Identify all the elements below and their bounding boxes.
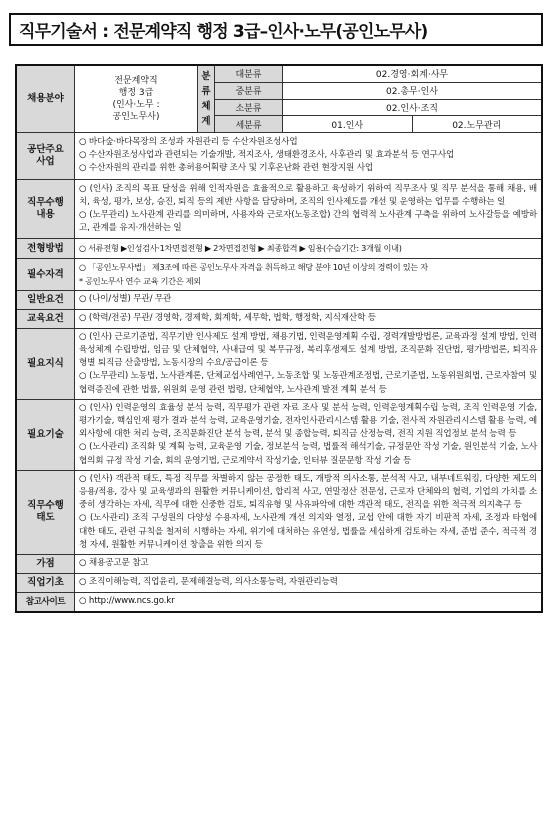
content-skills (75, 400, 541, 470)
row-qualification (17, 259, 541, 290)
text-line: ○ (인사) 조직의 목표 달성을 위해 인적자원을 효율적으로 활용하고 육성하기 위하여 직무조사 및 직무 분석을 통해 채용, 배치, 육성, 평가, 보상, 승진, 퇴직 등의 제반 사항을 담당하며, 조직의 인사제도를 개선 및 운영하는 업무를 수행하는 일 (79, 183, 537, 207)
label-general-req: 일반요건 (17, 291, 75, 309)
content-main-business (75, 133, 541, 179)
class-value: 01.인사 (283, 116, 413, 132)
label-classification: 채용분야 (17, 66, 75, 132)
content-duties (75, 180, 541, 239)
page-title: 직무기술서 : 전문계약직 행정 3급–인사·노무(공인노무사) (9, 13, 543, 46)
label-reference: 참고사이트 (17, 593, 75, 611)
class-label: 소분류 (215, 100, 283, 116)
label-duties: 직무수행 내용 (17, 180, 75, 239)
label-extra-points: 가점 (17, 555, 75, 573)
content-attitude (75, 471, 541, 554)
row-process (17, 239, 541, 259)
row-education (17, 310, 541, 329)
class-row-middle (215, 83, 541, 100)
label-skills: 필요기술 (17, 400, 75, 470)
text-line: ○ 「공인노무사법」 제3조에 따른 공인노무사 자격을 취득하고 해당 분야 10년 이상의 경력이 있는 자 (79, 262, 428, 273)
row-basic-skills (17, 574, 541, 593)
job-description-table (15, 64, 543, 613)
content-knowledge (75, 329, 541, 399)
content-education: ○ (학력/전공) 무관/ 경영학, 경제학, 회계학, 세무학, 법학, 행정학, 지식재산학 등 (79, 313, 376, 324)
text-line: ○ (인사) 인력운영의 효율성 분석 능력, 직무평가 관련 자료 조사 및 분석 능력, 인력운영계획수립 능력, 조직 인력운영 기술, 평가기술, 핵심인재 평가 결과 분석 능력, 교육운영기술, 전자인사관리시스템 활용 기술, 전사적 자원관리시스템 활용 능력, 예외사항에 대한 처리 능력, 조직문화진단 분석 능력, 분석 및 종합능력, 퇴직금 산정능력, 전직 지원 직업정보 분석 능력 등 (79, 402, 537, 440)
class-value: 02.인사·조직 (386, 103, 438, 114)
content-basic-skills: ○ 조직이해능력, 직업윤리, 문제해결능력, 의사소통능력, 자원관리능력 (79, 577, 338, 588)
system-char: 계 (201, 116, 211, 127)
system-char: 분 (201, 71, 211, 82)
text-line: ○ (노무관리) 노사관계 관리를 의미하며, 사용자와 근로자(노동조합) 간의 협력적 노사관계 구축을 위하여 노사갈등을 예방하고, 관계를 유지·개선하는 일 (79, 210, 537, 234)
row-duties (17, 180, 541, 240)
content-extra-points: ○ 채용공고문 참고 (79, 558, 149, 569)
label-attitude: 직무수행 태도 (17, 471, 75, 554)
class-label: 대분류 (215, 66, 283, 82)
class-row-detail (215, 116, 541, 132)
content-general-req: ○ (나이/성별) 무관/ 무관 (79, 294, 172, 305)
label-qualification: 필수자격 (17, 259, 75, 289)
class-value: 02.노무관리 (452, 120, 502, 131)
row-reference (17, 593, 541, 611)
class-label: 중분류 (215, 83, 283, 99)
class-row-minor (215, 100, 541, 117)
text-line: ○ (노무관리) 노동법, 노사관계론, 단체교섭사례연구, 노동조합 및 노동관계조정법, 근로기준법, 노동위원회법, 근로자참여 및 협력증진에 관한 법률, 위원회 운영 관련 법령, 단체협약, 노사관계 발전 계획 분석 등 (79, 371, 537, 395)
row-extra-points (17, 555, 541, 574)
label-main-business: 공단주요 사업 (17, 133, 75, 179)
class-label: 세분류 (215, 116, 283, 132)
text-line: ○ 수산자원의 관리를 위한 총허용어획량 조사 및 기후온난화 관련 현장지원 사업 (79, 163, 374, 174)
system-char: 류 (201, 86, 211, 97)
class-value: 02.경영·회계·사무 (375, 70, 449, 81)
content-process: ○ 서류전형 ▶인성검사·1차면접전형 ▶ 2차면접전형 ▶ 최종합격 ▶ 임용(수습기간: 3개월 이내) (79, 243, 402, 254)
job-name: 전문계약직 행정 3급 (인사·노무 : 공인노무사) (75, 66, 198, 132)
label-basic-skills: 직업기초 (17, 574, 75, 592)
text-line: ○ (노사관리) 조직화 및 계획 능력, 교육운영 기술, 정보분석 능력, 법률적 해석기술, 규정문안 작성 기술, 원인분석 기술, 노사협의회 규정 작성 기술, 회의 운영기법, 근로계약서 작성기술, 인터뷰 질문문항 작성 기술 등 (79, 442, 537, 466)
label-knowledge: 필요지식 (17, 329, 75, 399)
classification-table (215, 66, 541, 132)
row-main-business (17, 133, 541, 180)
content-qualification (75, 259, 541, 289)
content-reference: ○ http://www.ncs.go.kr (79, 596, 175, 607)
row-general-req (17, 291, 541, 310)
label-education: 교육요건 (17, 310, 75, 328)
class-value: 02.총무·인사 (386, 87, 438, 98)
text-line: ○ (인사) 객관적 태도, 특정 직무를 차별하지 않는 공정한 태도, 개방적 의사소통, 분석적 사고, 내부네트워킹, 다양한 제도의 응용/적용, 강사 및 교육생과의 원활한 커뮤니케이션, 합리적 사고, 연말정산 전문성, 근로자 단체와의 협력, 기업의 가치를 소중히 생각하는 자세, 직무에 대한 신중한 검토, 퇴직유형 및 사유파악에 대한 객관적 태도, 전직을 위한 적극적 의지촉구 등 (79, 473, 537, 511)
text-line: ○ 수산자원조성사업과 관련되는 기술개발, 적지조사, 생태환경조사, 사후관리 및 효과분석 등 연구사업 (79, 150, 455, 161)
text-line: ○ (노사관리) 조직 구성원의 다양성 수용자세, 노사관계 개선 의지와 열정, 교섭 안에 대한 자기 비판적 자세, 조정과 타협에 대한 태도, 관련 규칙을 철저히 시행하는 자세, 위기에 대처하는 유연성, 법률을 세심하게 검토하는 자세, 준법 준수, 적극적 경청 자세, 원활한 커뮤니케이션 창출을 위한 의지 등 (79, 513, 537, 550)
system-char: 체 (201, 101, 211, 112)
text-line: ○ 바다숲·바다목장의 조성과 자원관리 등 수산자원조성사업 (79, 137, 298, 147)
classification-system-label (198, 66, 215, 132)
text-line: ○ (인사) 근로기준법, 직무기반 인사제도 설계 방법, 채용기법, 인력운영계획 수립, 경력개발방법론, 교육과정 설계 방법, 인력육성체계 수립방법, 임금 및 단체협약, 사내급여 및 복무규정, 복리후생제도 설계 방법, 조직문화 진단법, 평가방법론, 퇴직유형별 퇴직금 산출방법, 노동시장의 수요/공급이론 등 (79, 331, 537, 369)
row-skills (17, 400, 541, 471)
label-process: 전형방법 (17, 239, 75, 258)
row-knowledge (17, 329, 541, 400)
class-row-major (215, 66, 541, 83)
text-line: * 공인노무사 연수 교육 기간은 제외 (79, 275, 201, 286)
row-classification (17, 66, 541, 133)
row-attitude (17, 471, 541, 555)
